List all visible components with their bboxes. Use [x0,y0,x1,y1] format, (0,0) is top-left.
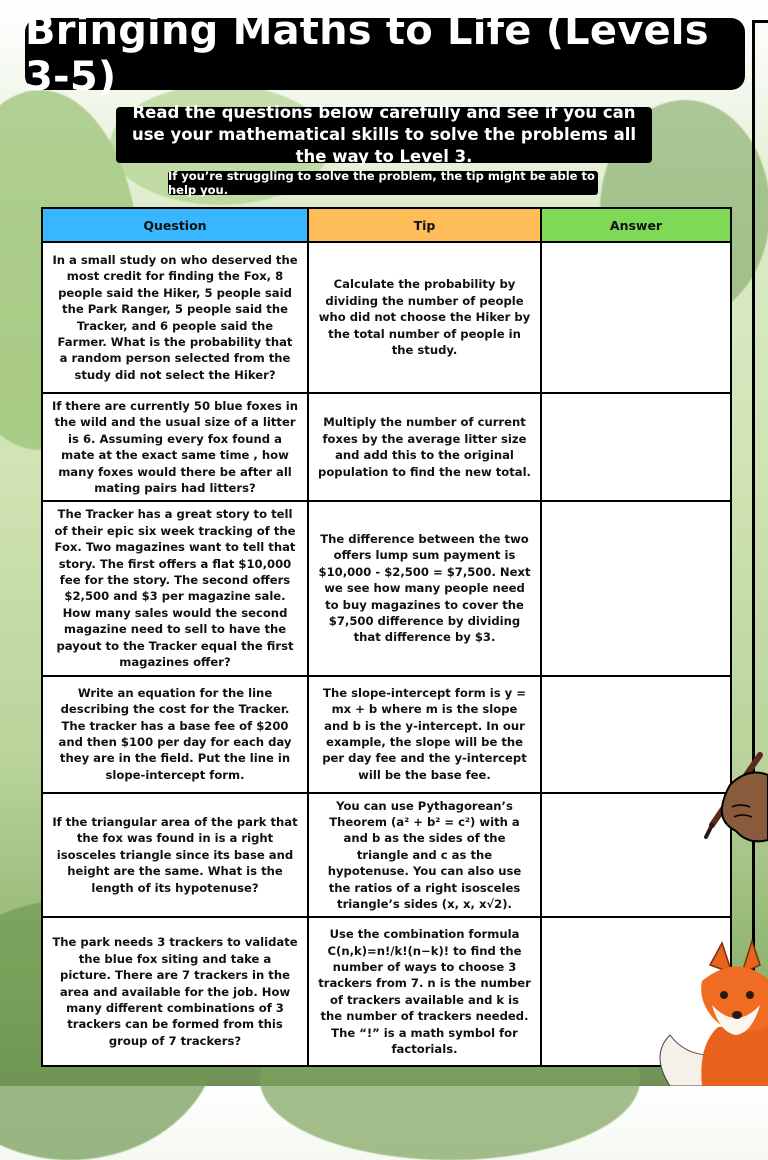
table-row [42,393,731,501]
fox-illustration [640,935,768,1086]
question-cell: If there are currently 50 blue foxes in the wild and the usual size of a litter is 6. Assuming every fox found a mate at the exact same time , how many foxes would there be after all mating pairs had litters? [42,393,308,501]
tip-cell: The slope-intercept form is y = mx + b where m is the slope and b is the y-intercept. In our example, the slope will be the per day fee and the y-intercept will be the base fee. [308,676,541,793]
intro-text: Read the questions below carefully and see if you can use your mathematical skills to solve the problems all the way to Level 3. [131,103,637,166]
question-cell: In a small study on who deserved the most credit for finding the Fox, 8 people said the Hiker, 5 people said the Park Ranger, 5 people said the Tracker, and 6 people said the Farmer. What is the probability that a random person selected from the study did not select the Hiker? [42,242,308,393]
frame-line-top [752,20,768,23]
tip-cell: The difference between the two offers lump sum payment is $10,000 - $2,500 = $7,500. Next we see how many people need to buy magazines to cover the $7,500 difference by dividing that difference by $3. [308,501,541,675]
table-row [42,793,731,918]
tip-cell: Use the combination formula C(n,k)=n!/k!(n−k)! to find the number of ways to choose 3 trackers from 7. n is the number of trackers available and k is the number of trackers needed. The “!” is a math symbol for factorials. [308,917,541,1066]
answer-cell[interactable] [541,501,731,675]
page-title: Bringing Maths to Life (Levels 3-5) [25,8,709,100]
question-cell: The park needs 3 trackers to validate the blue fox siting and take a picture. There are 7 trackers in the area and available for the job. How many different combinations of 3 trackers can be formed from this group of 7 trackers? [42,917,308,1066]
tip-cell: Calculate the probability by dividing the number of people who did not choose the Hiker by the total number of people in the study. [308,242,541,393]
intro-banner [116,103,652,166]
tip-cell: You can use Pythagorean’s Theorem (a² + b² = c²) with a and b as the sides of the triangle and c as the hypotenuse. You can also use the ratios of a right isosceles triangle’s sides (x, x, x√2). [308,793,541,918]
tip-note-text: If you’re struggling to solve the problem, the tip might be able to help you. [168,169,595,197]
frame-line-vertical [752,20,755,1080]
question-cell: If the triangular area of the park that the fox was found in is a right isosceles triangle since its base and height are the same. What is the length of its hypotenuse? [42,793,308,918]
table-row [42,676,731,793]
tip-cell: Multiply the number of current foxes by the average litter size and add this to the original population to find the new total. [308,393,541,501]
table-row [42,501,731,675]
table-row [42,242,731,393]
answer-cell[interactable] [541,393,731,501]
answer-cell[interactable] [541,242,731,393]
title-banner [25,8,745,100]
hand-pencil-illustration [690,745,768,855]
header-question: Question [42,208,308,242]
question-cell: The Tracker has a great story to tell of their epic six week tracking of the Fox. Two magazines want to tell that story. The first offers a flat $10,000 fee for the story. The second offers $2,500 and $3 per magazine sale. How many sales would the second magazine need to sell to have the payout to the Tracker equal the first magazines offer? [42,501,308,675]
tip-note-banner [168,171,598,195]
header-tip: Tip [308,208,541,242]
table-row [42,917,731,1066]
questions-table [41,207,732,1067]
table-header-row [42,208,731,242]
header-answer: Answer [541,208,731,242]
question-cell: Write an equation for the line describing the cost for the Tracker. The tracker has a base fee of $200 and then $100 per day for each day they are in the field. Put the line in slope-intercept form. [42,676,308,793]
